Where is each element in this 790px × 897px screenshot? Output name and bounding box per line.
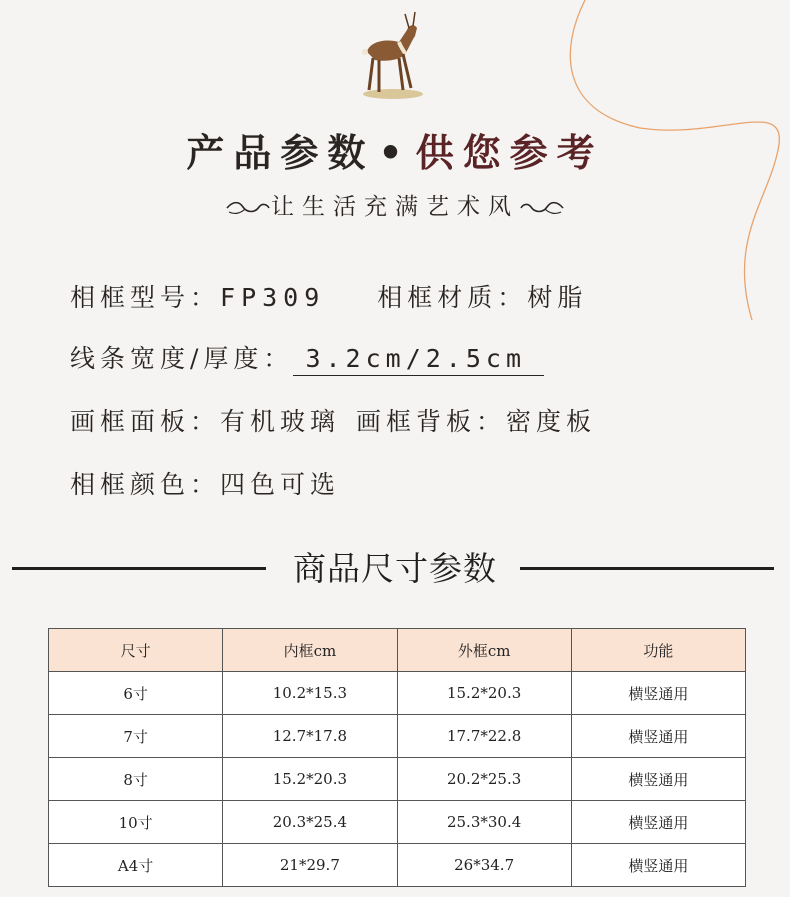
page-title (0, 122, 790, 177)
material-label: 相框材质： (377, 283, 528, 312)
table-cell: 10.2*15.3 (223, 672, 397, 715)
spec-row-line (70, 339, 544, 375)
section-line-right (520, 567, 774, 570)
table-header-row (49, 629, 746, 672)
title-dot: • (378, 130, 412, 175)
section-header (0, 543, 790, 587)
model-value: FP309 (220, 283, 326, 312)
table-cell: 17.7*22.8 (397, 715, 571, 758)
table-row (49, 758, 746, 801)
deer-illustration (355, 8, 435, 100)
table-cell: 26*34.7 (397, 844, 571, 887)
swirl-left-icon (225, 199, 271, 217)
table-cell: 20.2*25.3 (397, 758, 571, 801)
table-cell: 10寸 (49, 801, 223, 844)
table-header-cell: 外框cm (397, 629, 571, 672)
line-value: 3.2cm/2.5cm (293, 344, 544, 376)
size-table (48, 628, 746, 887)
table-cell: A4寸 (49, 844, 223, 887)
spec-row-model (70, 278, 587, 314)
table-row (49, 801, 746, 844)
color-label: 相框颜色： (70, 470, 221, 499)
panel-value: 有机玻璃 (220, 407, 341, 436)
table-cell: 横竖通用 (571, 844, 745, 887)
table-cell: 横竖通用 (571, 801, 745, 844)
table-cell: 横竖通用 (571, 672, 745, 715)
title-part2: 供您参考 (415, 130, 604, 175)
table-cell: 15.2*20.3 (397, 672, 571, 715)
table-cell: 15.2*20.3 (223, 758, 397, 801)
table-row (49, 672, 746, 715)
material-value: 树脂 (527, 283, 588, 312)
table-row (49, 715, 746, 758)
panel-label: 画框面板： (70, 407, 221, 436)
spec-row-color (70, 465, 340, 501)
table-cell: 6寸 (49, 672, 223, 715)
table-header-cell: 内框cm (223, 629, 397, 672)
spec-row-panel (70, 402, 596, 438)
table-cell: 横竖通用 (571, 758, 745, 801)
subtitle-text: 让生活充满艺术风 (271, 194, 519, 220)
table-header-cell: 功能 (571, 629, 745, 672)
swirl-right-icon (519, 199, 565, 217)
table-cell: 7寸 (49, 715, 223, 758)
color-value: 四色可选 (220, 470, 341, 499)
table-cell: 25.3*30.4 (397, 801, 571, 844)
table-header-cell: 尺寸 (49, 629, 223, 672)
table-row (49, 844, 746, 887)
title-part1: 产品参数 (186, 130, 375, 175)
line-label: 线条宽度/厚度： (70, 344, 294, 373)
subtitle-row (0, 188, 790, 221)
table-cell: 12.7*17.8 (223, 715, 397, 758)
model-label: 相框型号： (70, 283, 221, 312)
back-value: 密度板 (506, 407, 597, 436)
table-cell: 横竖通用 (571, 715, 745, 758)
back-label: 画框背板： (356, 407, 507, 436)
table-cell: 8寸 (49, 758, 223, 801)
table-cell: 20.3*25.4 (223, 801, 397, 844)
table-cell: 21*29.7 (223, 844, 397, 887)
section-title: 商品尺寸参数 (293, 549, 497, 588)
